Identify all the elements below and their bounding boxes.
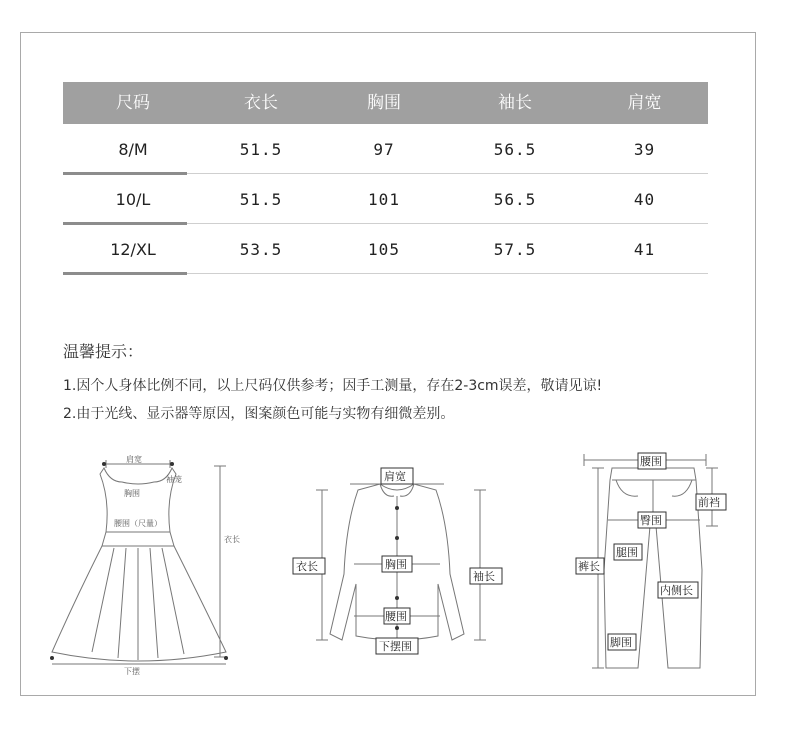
dress-length-label: 衣长 xyxy=(224,535,240,544)
shirt-waist-label: 腰围 xyxy=(385,610,407,623)
table-row xyxy=(63,124,708,174)
shoulder-cell: 40 xyxy=(633,189,656,209)
length-cell: 51.5 xyxy=(239,139,283,159)
shirt-measurement-diagram xyxy=(288,464,506,660)
dress-shoulder-label: 肩宽 xyxy=(126,455,142,464)
dress-waist-label: 腰围（尺量） xyxy=(114,519,162,528)
tips-section xyxy=(63,339,743,428)
shoulder-cell: 41 xyxy=(633,239,656,259)
table-row xyxy=(63,224,708,274)
shirt-shoulder-label: 肩宽 xyxy=(384,470,406,483)
header-sleeve: 袖长 xyxy=(498,93,532,113)
pants-inseam-label: 内侧长 xyxy=(660,584,693,597)
pants-waist-label: 腰围 xyxy=(640,455,662,468)
length-cell: 53.5 xyxy=(239,239,283,259)
tips-title: 温馨提示： xyxy=(63,342,144,361)
size-table-header xyxy=(63,82,708,124)
header-bust: 胸围 xyxy=(367,93,401,113)
header-length: 衣长 xyxy=(244,93,278,113)
dress-hem-label: 下摆 xyxy=(124,667,140,676)
sleeve-cell: 56.5 xyxy=(493,139,537,159)
dress-bust-label: 胸围 xyxy=(124,489,140,498)
tip-line-1: 1.因个人身体比例不同，以上尺码仅供参考；因手工测量，存在2-3cm误差，敬请见谅! xyxy=(63,378,603,394)
pants-length-label: 裤长 xyxy=(578,560,600,573)
sleeve-cell: 57.5 xyxy=(493,239,537,259)
tip-line-2: 2.由于光线、显示器等原因，图案颜色可能与实物有细微差别。 xyxy=(63,406,455,422)
header-size: 尺码 xyxy=(116,93,150,113)
shoulder-cell: 39 xyxy=(633,139,656,159)
pants-front-rise-label: 前裆 xyxy=(698,496,720,509)
dress-measurement-diagram xyxy=(44,452,244,680)
pants-hip-label: 臀围 xyxy=(640,514,662,527)
size-cell: 8/M xyxy=(118,139,148,159)
bust-cell: 101 xyxy=(368,189,400,209)
length-cell: 51.5 xyxy=(239,189,283,209)
header-shoulder: 肩宽 xyxy=(627,93,662,113)
sleeve-cell: 56.5 xyxy=(493,189,537,209)
size-cell: 12/XL xyxy=(110,239,156,259)
bust-cell: 97 xyxy=(373,139,395,159)
size-table xyxy=(63,82,708,274)
pants-thigh-label: 腿围 xyxy=(616,546,638,559)
table-row xyxy=(63,174,708,224)
shirt-bust-label: 胸围 xyxy=(385,558,407,571)
row-accent-bar xyxy=(63,272,187,275)
pants-leg-opening-label: 脚围 xyxy=(610,636,632,649)
shirt-sleeve-label: 袖长 xyxy=(473,570,495,583)
shirt-length-label: 衣长 xyxy=(296,560,318,573)
pants-measurement-diagram xyxy=(572,450,728,676)
size-cell: 10/L xyxy=(115,189,151,209)
dress-armhole-label: 袖笼 xyxy=(166,475,182,484)
shirt-hem-label: 下摆围 xyxy=(379,640,412,653)
bust-cell: 105 xyxy=(368,239,400,259)
